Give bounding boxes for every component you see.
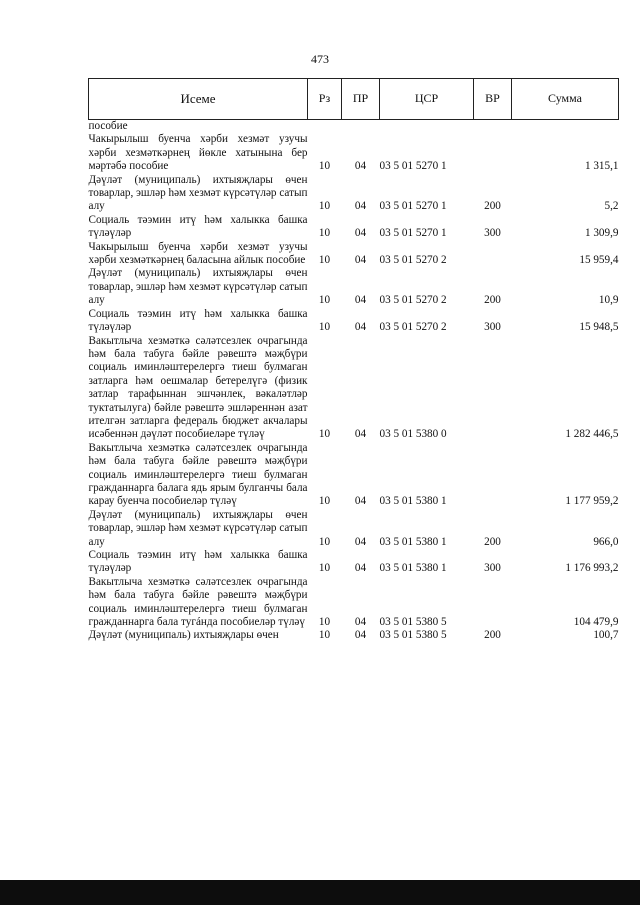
row-csr: 03 5 01 5270 1 — [379, 227, 447, 240]
scan-bottom-border — [0, 880, 640, 905]
row-rz: 10 — [318, 562, 331, 575]
table-row — [89, 174, 619, 214]
row-pr: 04 — [354, 200, 367, 213]
row-rz: 10 — [318, 535, 331, 548]
row-vr: 200 — [484, 200, 501, 213]
row-sum: 1 282 446,5 — [565, 428, 619, 441]
table-row — [89, 120, 619, 134]
row-csr: 03 5 01 5380 0 — [379, 428, 447, 441]
row-name: Чакырылыш буенча хәрби хезмәт узучы хәрби хезмәткәрнең баласына айлык пособие — [88, 240, 308, 267]
table-row — [89, 509, 619, 549]
row-sum: 966,0 — [593, 535, 619, 548]
row-sum: 1 309,9 — [584, 227, 619, 240]
row-rz: 10 — [318, 629, 331, 642]
row-rz: 10 — [318, 428, 331, 441]
row-sum: 1 176 993,2 — [565, 562, 619, 575]
column-header-csr: ЦСР — [380, 79, 474, 120]
row-sum: 1 315,1 — [584, 160, 619, 173]
table-row — [89, 267, 619, 307]
row-csr: 03 5 01 5270 2 — [379, 321, 447, 334]
row-name: Дәүләт (муниципаль) ихтыяҗлары өчен — [88, 629, 279, 642]
budget-table — [88, 78, 619, 643]
row-vr — [474, 335, 512, 442]
row-sum: 15 948,5 — [579, 321, 619, 334]
row-sum: 15 959,4 — [579, 254, 619, 267]
row-sum: 100,7 — [593, 629, 619, 642]
row-sum: 10,9 — [598, 294, 619, 307]
row-csr: 03 5 01 5270 2 — [379, 254, 447, 267]
row-rz: 10 — [318, 321, 331, 334]
row-name: Социаль тәэмин итү һәм халыкка башка түләүләр — [88, 549, 308, 575]
row-rz: 10 — [318, 294, 331, 307]
row-vr: 300 — [484, 227, 501, 240]
table-body — [89, 120, 619, 643]
row-name: Дәүләт (муниципаль) ихтыяҗлары өчен товарлар, эшләр һәм хезмәт күрсәтүләр сатып алу — [88, 173, 308, 213]
row-sum: 1 177 959,2 — [565, 495, 619, 508]
row-pr: 04 — [354, 562, 367, 575]
row-csr: 03 5 01 5380 1 — [379, 562, 447, 575]
row-csr: 03 5 01 5380 1 — [379, 495, 447, 508]
row-csr: 03 5 01 5380 1 — [379, 535, 447, 548]
page-number: 473 — [311, 52, 329, 66]
column-header-name: Исеме — [89, 79, 308, 120]
table-row — [89, 629, 619, 642]
row-name: Вакытлыча хезмәткә сәләтсезлек очрагында һәм бала табуга бәйле рәвештә мәҗбүри социаль иминләштерелергә тиеш булмаган затларга һәм оешмалар бетерелүгә (физик затлар тарафыннан эшчәнлек, вәкаләтләр туктатылуга) бәйле рәвештә эшләреннән азат ителгән затларга федераль бюджет акчалары исәбеннән дәүләт пособиеләре түләү — [88, 334, 308, 441]
table-header — [89, 79, 619, 120]
row-vr — [474, 133, 512, 173]
row-rz: 10 — [318, 495, 331, 508]
row-csr — [380, 120, 474, 134]
row-pr: 04 — [354, 254, 367, 267]
row-vr: 200 — [484, 629, 501, 642]
row-rz: 10 — [318, 227, 331, 240]
row-name: Социаль тәэмин итү һәм халыкка башка түләүләр — [88, 213, 308, 240]
row-pr: 04 — [354, 294, 367, 307]
row-vr — [474, 120, 512, 134]
row-rz: 10 — [318, 616, 331, 629]
row-vr: 200 — [484, 294, 501, 307]
column-header-sum: Сумма — [512, 79, 619, 120]
row-name: пособие — [88, 120, 128, 132]
table-row — [89, 549, 619, 576]
row-pr: 04 — [354, 160, 367, 173]
row-pr — [342, 120, 380, 134]
table-row — [89, 133, 619, 173]
table-row — [89, 442, 619, 509]
row-pr: 04 — [354, 227, 367, 240]
row-pr: 04 — [354, 629, 367, 642]
row-csr: 03 5 01 5380 5 — [379, 616, 447, 629]
row-vr: 200 — [484, 535, 501, 548]
column-header-vr: ВР — [474, 79, 512, 120]
row-rz: 10 — [318, 200, 331, 213]
row-name: Вакытлыча хезмәткә сәләтсезлек очрагында һәм бала табуга бәйле рәвештә мәҗбүри социаль иминләштерелергә тиеш булмаган гражданнарга бала тугáнда пособиеләр түләү — [88, 575, 308, 629]
row-name: Социаль тәэмин итү һәм халыкка башка түләүләр — [88, 307, 308, 334]
row-csr: 03 5 01 5380 5 — [379, 629, 447, 642]
row-vr — [474, 241, 512, 268]
row-rz — [308, 120, 342, 134]
table-row — [89, 241, 619, 268]
table-row — [89, 308, 619, 335]
row-rz: 10 — [318, 254, 331, 267]
row-csr: 03 5 01 5270 1 — [379, 160, 447, 173]
column-header-rz: Рз — [308, 79, 342, 120]
table-row — [89, 335, 619, 442]
table-row — [89, 214, 619, 241]
row-pr: 04 — [354, 535, 367, 548]
row-pr: 04 — [354, 616, 367, 629]
row-vr: 300 — [484, 562, 501, 575]
row-vr: 300 — [484, 321, 501, 334]
row-name: Дәүләт (муниципаль) ихтыяҗлары өчен товарлар, эшләр һәм хезмәт күрсәтүләр сатып алу — [88, 508, 308, 548]
table-row — [89, 576, 619, 630]
row-sum — [512, 120, 619, 134]
column-header-pr: ПР — [342, 79, 380, 120]
row-sum: 5,2 — [604, 200, 619, 213]
row-name: Чакырылыш буенча хәрби хезмәт узучы хәрби хезмәткәрнең йөкле хатынына бер мәртәбә пособие — [88, 133, 308, 173]
row-vr — [474, 442, 512, 509]
row-csr: 03 5 01 5270 2 — [379, 294, 447, 307]
row-csr: 03 5 01 5270 1 — [379, 200, 447, 213]
row-rz: 10 — [318, 160, 331, 173]
row-vr — [474, 576, 512, 630]
row-pr: 04 — [354, 495, 367, 508]
row-sum: 104 479,9 — [573, 616, 619, 629]
row-name: Дәүләт (муниципаль) ихтыяҗлары өчен товарлар, эшләр һәм хезмәт күрсәтүләр сатып алу — [88, 267, 308, 307]
row-pr: 04 — [354, 321, 367, 334]
row-name: Вакытлыча хезмәткә сәләтсезлек очрагында һәм бала табуга бәйле рәвештә мәҗбүри социаль иминләштерелергә тиеш булмаган гражданнарга балага ядь ярым булганчы бала карау буенча пособиеләр түләү — [88, 441, 308, 508]
row-pr: 04 — [354, 428, 367, 441]
